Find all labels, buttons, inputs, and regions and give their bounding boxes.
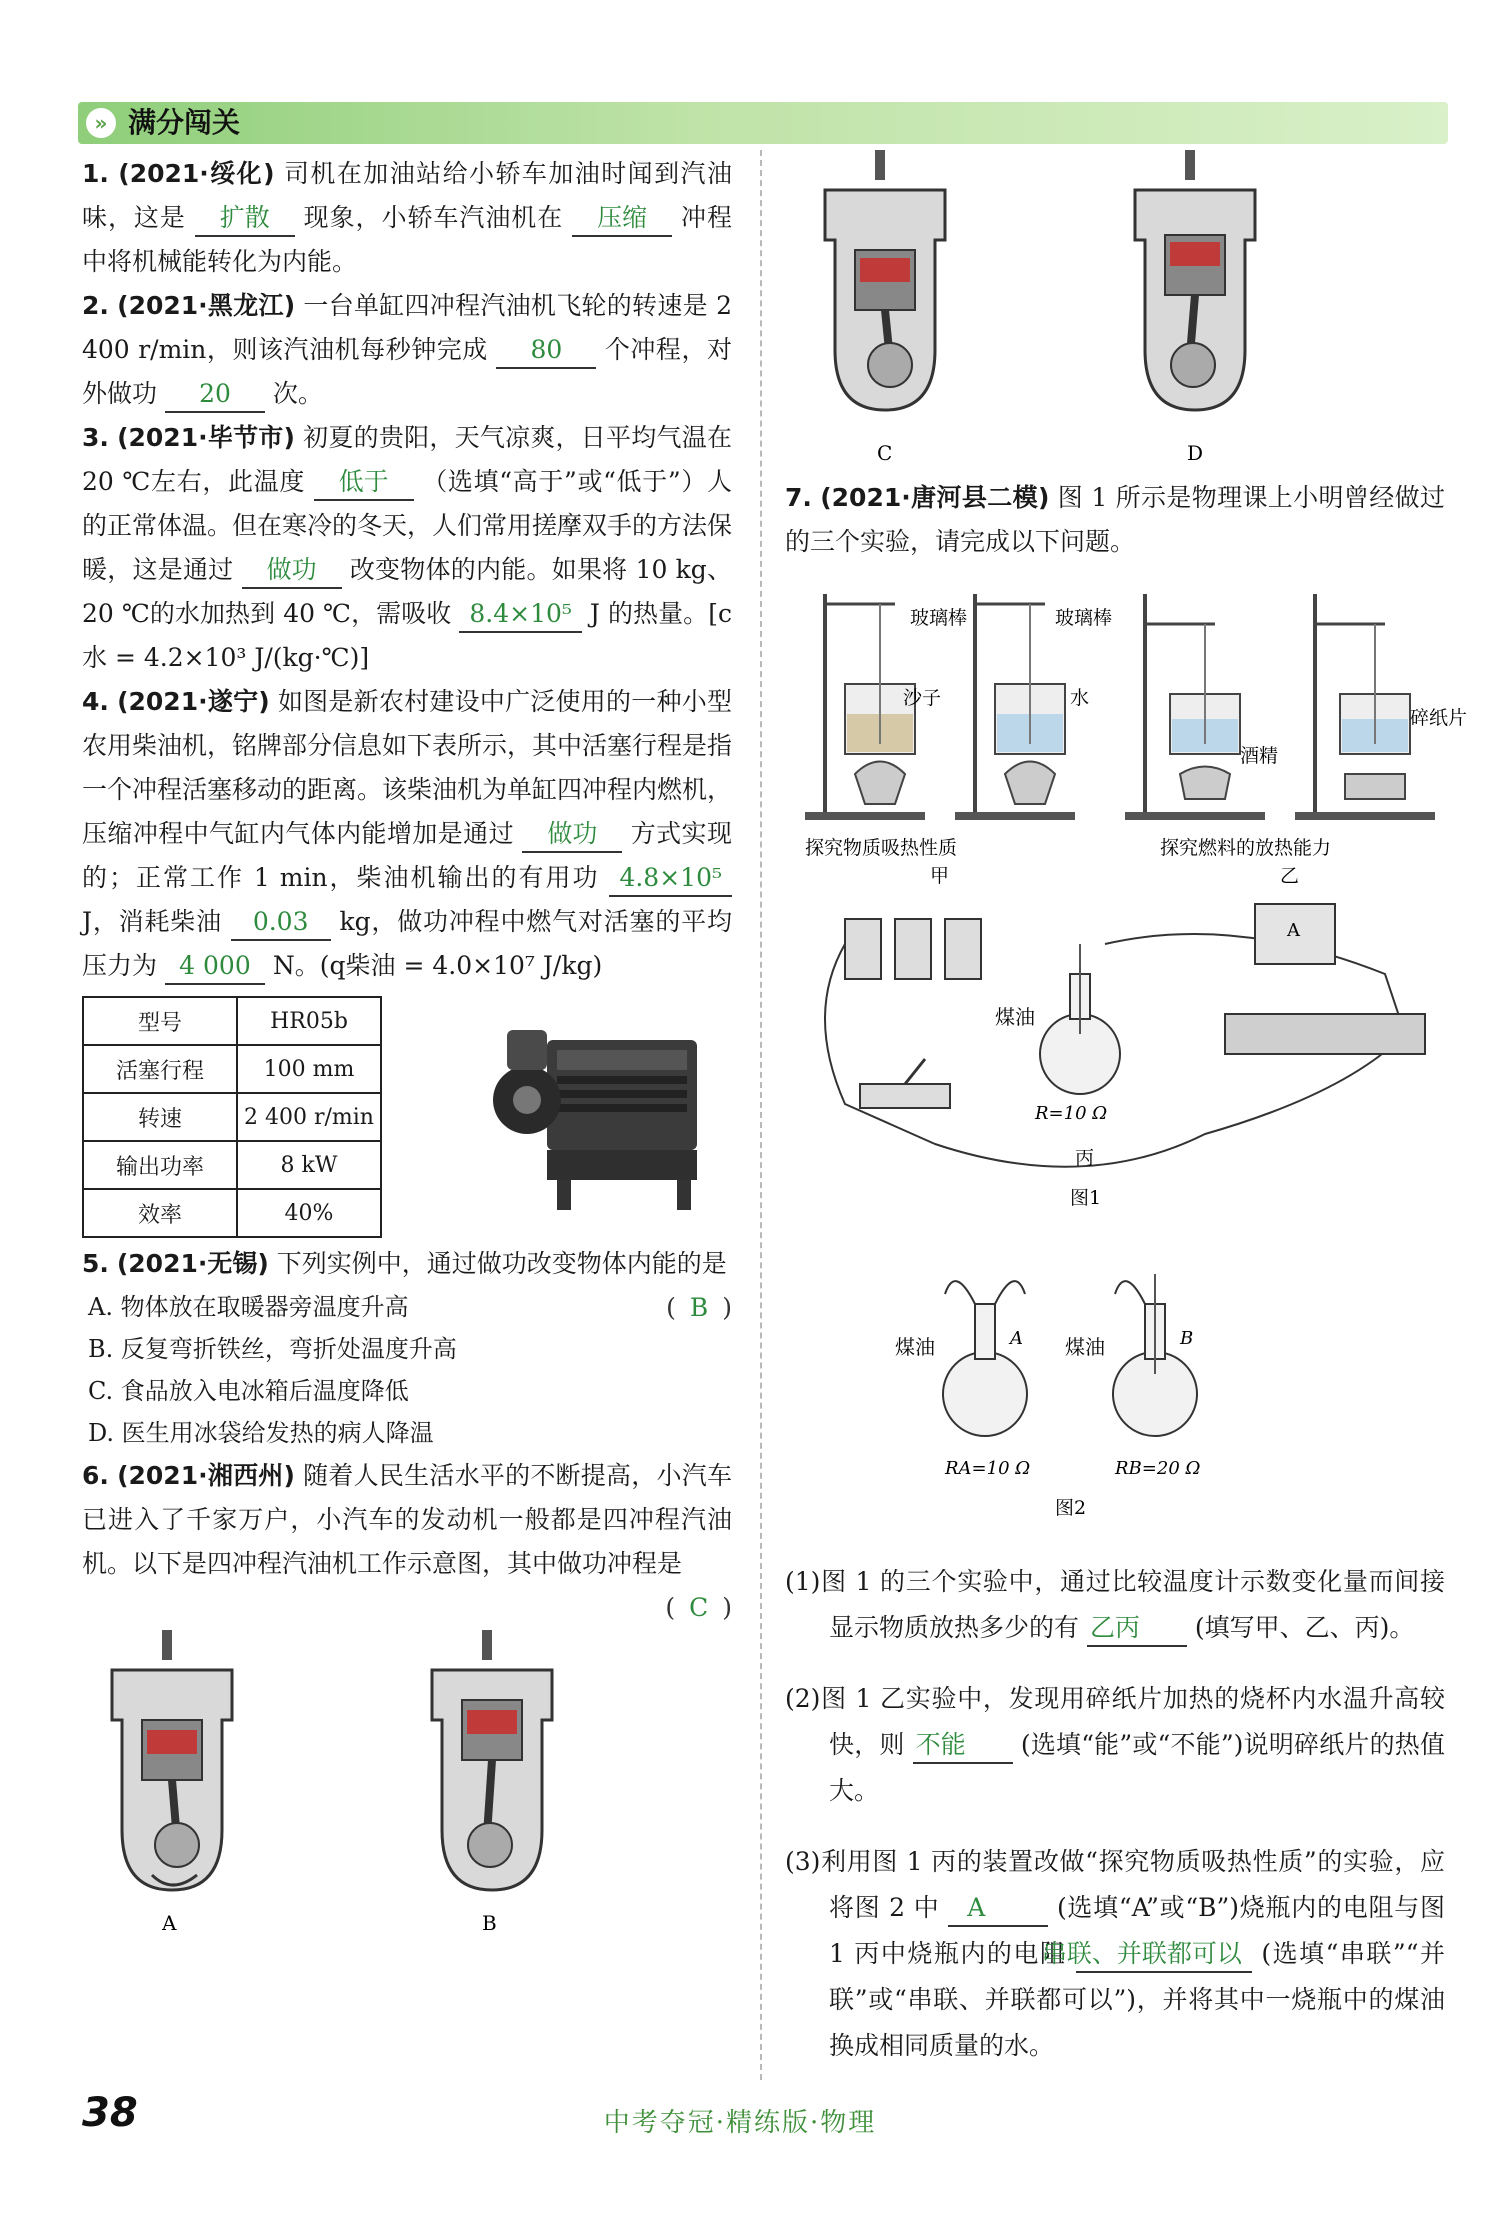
question-number: 6. xyxy=(82,1461,109,1490)
answer-blank: 扩散 xyxy=(195,201,295,237)
question-text: 个冲程，对外做功 xyxy=(82,335,733,408)
diagram-label-c: C xyxy=(877,441,893,465)
engine-strokes-cd xyxy=(785,140,1445,470)
question-text: J 的热量。[c水 = 4.2×10³ J/(kg·℃)] xyxy=(82,599,732,672)
answer-blank: 做功 xyxy=(522,817,622,853)
question-number: 2. xyxy=(82,291,109,320)
diagram-label-d: D xyxy=(1187,441,1204,465)
question-text: 次。 xyxy=(272,379,323,408)
label-ammeter: A xyxy=(1287,920,1300,941)
label-sand: 沙子 xyxy=(903,687,942,709)
section-banner xyxy=(78,102,1448,144)
label-ra: RA=10 Ω xyxy=(945,1458,1031,1479)
label-glass-rod: 玻璃棒 xyxy=(910,607,968,629)
right-column xyxy=(785,140,1468,2094)
engine-strokes-ab xyxy=(82,1630,732,1940)
choice-answer: ( B ) xyxy=(666,1293,732,1322)
table-cell: 2 400 r/min xyxy=(237,1093,381,1141)
question-2 xyxy=(82,284,732,416)
table-cell: 型号 xyxy=(83,997,237,1045)
table-row xyxy=(83,1141,381,1189)
question-6 xyxy=(82,1454,732,1622)
question-7-part-1 xyxy=(785,1559,1445,1651)
label-flask-b: B xyxy=(1180,1328,1194,1349)
question-text: （选填“高于”或“低于”）人的正常体温。但在寒冷的冬天，人们常用搓摩双手的方法保暖，这是通过 xyxy=(82,467,733,584)
caption-jia: 探究物质吸热性质 xyxy=(805,837,958,859)
question-number: 5. xyxy=(82,1249,109,1278)
question-7 xyxy=(785,476,1445,564)
section-title: 满分闯关 xyxy=(128,106,241,139)
diagram-label-b: B xyxy=(482,1911,497,1935)
table-cell: 活塞行程 xyxy=(83,1045,237,1093)
question-text: 随着人民生活水平的不断提高，小汽车已进入了千家万户，小汽车的发动机一般都是四冲程汽油机。以下是四冲程汽油机工作示意图，其中做功冲程是 xyxy=(82,1461,732,1578)
answer-blank: 80 xyxy=(496,333,596,369)
experiment-figures xyxy=(785,574,1468,1534)
chevron-right-icon: » xyxy=(86,108,116,138)
answer-blank: 8.4×10⁵ xyxy=(459,597,582,633)
table-row xyxy=(83,1045,381,1093)
question-3 xyxy=(82,416,732,680)
answer-blank: 乙丙 xyxy=(1087,1611,1187,1647)
experiment-yi xyxy=(1125,594,1467,887)
left-column xyxy=(82,152,732,1940)
question-text: 一台单缸四冲程汽油机飞轮的转速是 2 400 r/min，则该汽油机每秒钟完成 xyxy=(82,291,732,364)
question-text: 现象，小轿车汽油机在 xyxy=(303,203,564,232)
question-source: (2021·绥化) xyxy=(118,159,275,188)
spec-and-photo xyxy=(82,996,732,1238)
table-row xyxy=(83,1093,381,1141)
answer-blank: 压缩 xyxy=(572,201,672,237)
question-text: (1)图 1 的三个实验中，通过比较温度计示数变化量而间接显示物质放热多少的有 xyxy=(785,1567,1445,1642)
question-source: (2021·湘西州) xyxy=(117,1461,295,1490)
label-glass-rod-2: 玻璃棒 xyxy=(1055,607,1113,629)
answer-blank: 4.8×10⁵ xyxy=(609,861,732,897)
question-text: 图 1 所示是物理课上小明曾经做过的三个实验，请完成以下问题。 xyxy=(785,483,1446,556)
diesel-engine-photo xyxy=(487,1020,732,1220)
label-rb: RB=20 Ω xyxy=(1115,1458,1201,1479)
engine-diagram-a xyxy=(112,1630,232,1935)
question-text: 如图是新农村建设中广泛使用的一种小型农用柴油机，铭牌部分信息如下表所示，其中活塞行程是指一个冲程活塞移动的距离。该柴油机为单缸四冲程内燃机，压缩冲程中气缸内气体内能增加是通过 xyxy=(82,687,733,848)
question-7-part-2 xyxy=(785,1676,1445,1814)
choice-answer: ( C ) xyxy=(665,1593,732,1622)
label-figure-1: 图1 xyxy=(1070,1187,1102,1209)
answer-blank: 低于 xyxy=(314,465,414,501)
question-number: 4. xyxy=(82,687,109,716)
engine-diagram-d xyxy=(1135,150,1255,465)
choice-answer-letter: B xyxy=(689,1293,709,1322)
question-text: (填写甲、乙、丙)。 xyxy=(1194,1613,1415,1642)
question-4 xyxy=(82,680,732,988)
answer-blank: 4 000 xyxy=(165,949,265,985)
book-title: 中考夺冠·精练版·物理 xyxy=(603,2108,877,2138)
option-b: B. 反复弯折铁丝，弯折处温度升高 xyxy=(88,1335,457,1363)
question-text: 冲程中将机械能转化为内能。 xyxy=(82,203,732,276)
question-source: (2021·无锡) xyxy=(116,1249,269,1278)
label-kerosene-a: 煤油 xyxy=(895,1335,935,1359)
label-yi: 乙 xyxy=(1280,865,1300,887)
page-number: 38 xyxy=(82,2090,138,2136)
engine-spec-table xyxy=(82,996,382,1238)
column-divider xyxy=(760,150,762,2080)
option-a: A. 物体放在取暖器旁温度升高 xyxy=(88,1293,409,1321)
answer-blank: 串联、并联都可以 xyxy=(1076,1937,1252,1973)
experiment-bing xyxy=(825,904,1425,1209)
question-7-part-3 xyxy=(785,1839,1445,2069)
answer-blank: 20 xyxy=(165,377,265,413)
question-source: (2021·唐河县二模) xyxy=(820,483,1050,512)
label-kerosene: 煤油 xyxy=(995,1005,1035,1029)
question-number: 3. xyxy=(82,423,109,452)
label-alcohol: 酒精 xyxy=(1240,745,1279,767)
label-jia: 甲 xyxy=(930,865,950,887)
label-figure-2: 图2 xyxy=(1055,1497,1087,1519)
question-text: 司机在加油站给小轿车加油时闻到汽油味，这是 xyxy=(82,159,732,232)
question-number: 1. xyxy=(82,159,109,188)
answer-blank: 做功 xyxy=(242,553,342,589)
question-text: (3)利用图 1 丙的装置改做“探究物质吸热性质”的实验，应将图 2 中 xyxy=(785,1847,1445,1922)
table-cell: 8 kW xyxy=(237,1141,381,1189)
question-text: 下列实例中，通过做功改变物体内能的是 xyxy=(276,1249,727,1278)
option-d: D. 医生用冰袋给发热的病人降温 xyxy=(88,1419,434,1447)
diagram-label-a: A xyxy=(162,1911,177,1935)
label-bing: 丙 xyxy=(1075,1147,1095,1169)
question-text: N。(q柴油 = 4.0×10⁷ J/kg) xyxy=(272,951,603,980)
caption-yi: 探究燃料的放热能力 xyxy=(1160,837,1332,859)
question-1 xyxy=(82,152,732,284)
label-kerosene-b: 煤油 xyxy=(1065,1335,1105,1359)
question-text: J，消耗柴油 xyxy=(82,907,222,936)
question-source: (2021·黑龙江) xyxy=(117,291,296,320)
table-cell: HR05b xyxy=(237,997,381,1045)
label-flask-a: A xyxy=(1010,1328,1023,1349)
table-cell: 输出功率 xyxy=(83,1141,237,1189)
engine-diagram-b xyxy=(432,1630,552,1935)
question-text: kg，做功冲程中燃气对活塞的平均压力为 xyxy=(82,907,732,980)
option-c: C. 食品放入电冰箱后温度降低 xyxy=(88,1377,409,1405)
table-row xyxy=(83,1189,381,1237)
table-cell: 40% xyxy=(237,1189,381,1237)
engine-diagram-c xyxy=(825,150,945,465)
table-cell: 效率 xyxy=(83,1189,237,1237)
question-text: 改变物体的内能。如果将 10 kg、20 ℃的水加热到 40 ℃，需吸收 xyxy=(82,555,732,628)
question-text: (选填“串联”“并联”或“串联、并联都可以”)，并将其中一烧瓶中的煤油换成相同质量的水。 xyxy=(829,1939,1445,2060)
question-text: (选填“能”或“不能”)说明碎纸片的热值大。 xyxy=(829,1730,1445,1805)
label-paper: 碎纸片 xyxy=(1410,707,1468,729)
question-number: 7. xyxy=(785,483,812,512)
table-cell: 100 mm xyxy=(237,1045,381,1093)
answer-blank: 不能 xyxy=(913,1728,1013,1764)
figure-2 xyxy=(895,1274,1200,1519)
answer-blank: A xyxy=(948,1891,1048,1927)
answer-blank: 0.03 xyxy=(231,905,331,941)
table-cell: 转速 xyxy=(83,1093,237,1141)
label-r-bing: R=10 Ω xyxy=(1035,1103,1108,1124)
question-text: (2)图 1 乙实验中，发现用碎纸片加热的烧杯内水温升高较快，则 xyxy=(785,1684,1445,1759)
question-source: (2021·毕节市) xyxy=(117,423,295,452)
label-water: 水 xyxy=(1070,687,1090,709)
question-text: (选填“A”或“B”)烧瓶内的电阻与图 1 丙中烧瓶内的电阻 xyxy=(829,1893,1445,1968)
question-text: 初夏的贵阳，天气凉爽，日平均气温在 20 ℃左右，此温度 xyxy=(82,423,732,496)
experiment-jia xyxy=(805,594,1112,887)
question-source: (2021·遂宁) xyxy=(117,687,270,716)
question-text: 方式实现的；正常工作 1 min，柴油机输出的有用功 xyxy=(82,819,732,892)
table-row xyxy=(83,997,381,1045)
choice-answer-letter: C xyxy=(689,1593,709,1622)
